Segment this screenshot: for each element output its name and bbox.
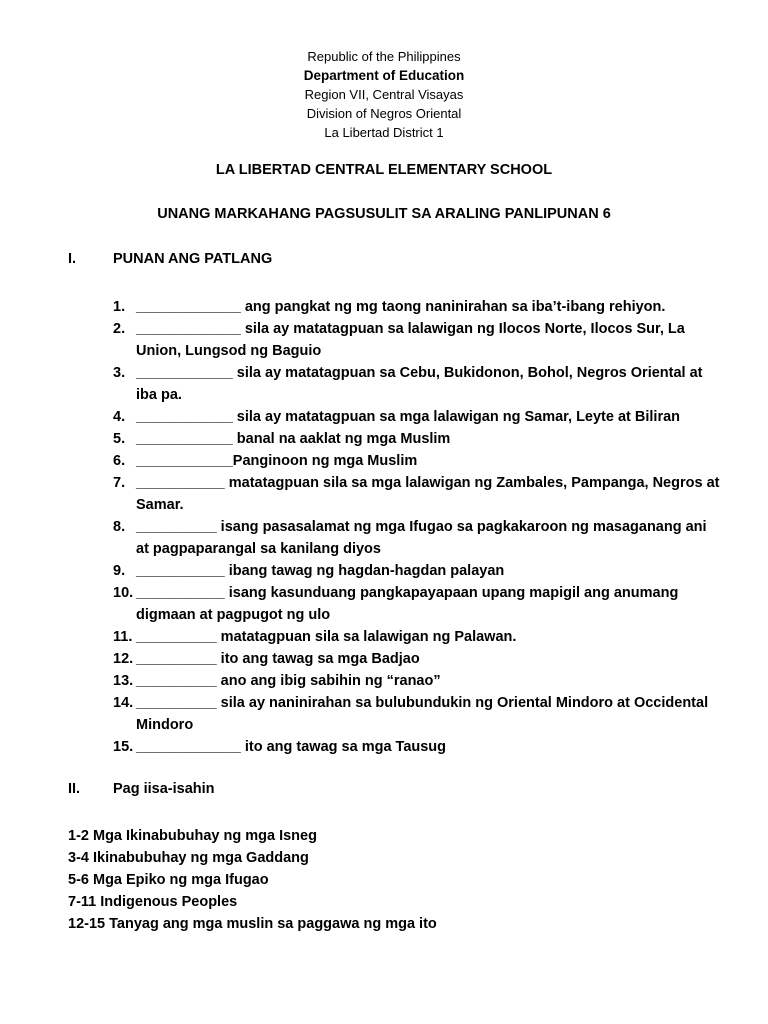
question-text: ____________Panginoon ng mga Muslim (136, 453, 418, 469)
question-item (113, 428, 723, 450)
question-number: 8. (113, 519, 126, 535)
section-2-heading (68, 781, 215, 797)
question-item (113, 692, 723, 736)
question-item (113, 626, 723, 648)
question-text: ___________ matatagpuan sila sa mga lalawigan ng Zambales, Pampanga, Negros at Samar. (136, 475, 720, 513)
question-item (113, 582, 723, 626)
question-text: _____________ ang pangkat ng mg taong naninirahan sa iba’t-ibang rehiyon. (136, 299, 666, 315)
question-number: 10. (113, 585, 134, 601)
enumeration-item: 12-15 Tanyag ang mga muslin sa paggawa ng mga ito (68, 916, 437, 932)
question-item (113, 362, 723, 406)
question-text: __________ ano ang ibig sabihin ng “ranao” (136, 673, 441, 689)
enumeration-item: 3-4 Ikinabubuhay ng mga Gaddang (68, 850, 309, 866)
question-item (113, 406, 723, 428)
question-text: ___________ ibang tawag ng hagdan-hagdan palayan (136, 563, 505, 579)
question-item (113, 670, 723, 692)
question-item (113, 296, 723, 318)
question-text: __________ matatagpuan sila sa lalawigan ng Palawan. (136, 629, 517, 645)
question-number: 6. (113, 453, 126, 469)
question-text: __________ isang pasasalamat ng mga Ifugao sa pagkakaroon ng masaganang ani at pagpaparangal sa kanilang diyos (136, 519, 707, 557)
enumeration-list (68, 825, 437, 935)
question-number: 13. (113, 673, 134, 689)
question-number: 5. (113, 431, 126, 447)
question-number: 4. (113, 409, 126, 425)
question-list (113, 296, 723, 758)
section-2-numeral: II. (68, 781, 81, 797)
letterhead-region: Region VII, Central Visayas (304, 87, 464, 102)
question-text: _____________ sila ay matatagpuan sa lalawigan ng Ilocos Norte, Ilocos Sur, La Union, Lungsod ng Baguio (136, 321, 685, 359)
question-text: ____________ sila ay matatagpuan sa Cebu, Bukidonon, Bohol, Negros Oriental at iba pa. (136, 365, 703, 403)
question-item (113, 472, 723, 516)
section-1-title: PUNAN ANG PATLANG (113, 251, 273, 267)
question-number: 15. (113, 739, 134, 755)
question-text: ____________ banal na aaklat ng mga Muslim (136, 431, 451, 447)
letterhead (0, 47, 768, 142)
question-number: 7. (113, 475, 126, 491)
school-name: LA LIBERTAD CENTRAL ELEMENTARY SCHOOL (215, 162, 553, 178)
question-number: 1. (113, 299, 126, 315)
question-item (113, 318, 723, 362)
letterhead-district: La Libertad District 1 (324, 125, 444, 140)
question-text: _____________ ito ang tawag sa mga Tausug (136, 739, 447, 755)
question-item (113, 516, 723, 560)
enumeration-item: 5-6 Mga Epiko ng mga Ifugao (68, 872, 269, 888)
question-item (113, 450, 723, 472)
question-number: 9. (113, 563, 126, 579)
enumeration-item: 7-11 Indigenous Peoples (68, 894, 238, 910)
question-number: 2. (113, 321, 126, 337)
section-1-numeral: I. (68, 251, 77, 267)
section-2-title: Pag iisa-isahin (113, 781, 215, 797)
question-text: ___________ isang kasunduang pangkapayapaan upang mapigil ang anumang digmaan at pagpugot ng ulo (136, 585, 679, 623)
enumeration-item: 1-2 Mga Ikinabubuhay ng mga Isneg (68, 828, 317, 844)
letterhead-republic: Republic of the Philippines (307, 49, 461, 64)
question-number: 3. (113, 365, 126, 381)
question-text: ____________ sila ay matatagpuan sa mga lalawigan ng Samar, Leyte at Biliran (136, 409, 681, 425)
question-item (113, 648, 723, 670)
section-1-heading (68, 251, 272, 267)
question-item (113, 736, 723, 758)
question-number: 11. (113, 629, 133, 645)
question-number: 14. (113, 695, 134, 711)
letterhead-department: Department of Education (303, 68, 465, 83)
question-item (113, 560, 723, 582)
question-text: __________ sila ay naninirahan sa bulubundukin ng Oriental Mindoro at Occidental Mindoro (136, 695, 709, 733)
question-number: 12. (113, 651, 134, 667)
exam-title: UNANG MARKAHANG PAGSUSULIT SA ARALING PANLIPUNAN 6 (157, 206, 611, 222)
question-text: __________ ito ang tawag sa mga Badjao (136, 651, 420, 667)
letterhead-division: Division of Negros Oriental (306, 106, 462, 121)
